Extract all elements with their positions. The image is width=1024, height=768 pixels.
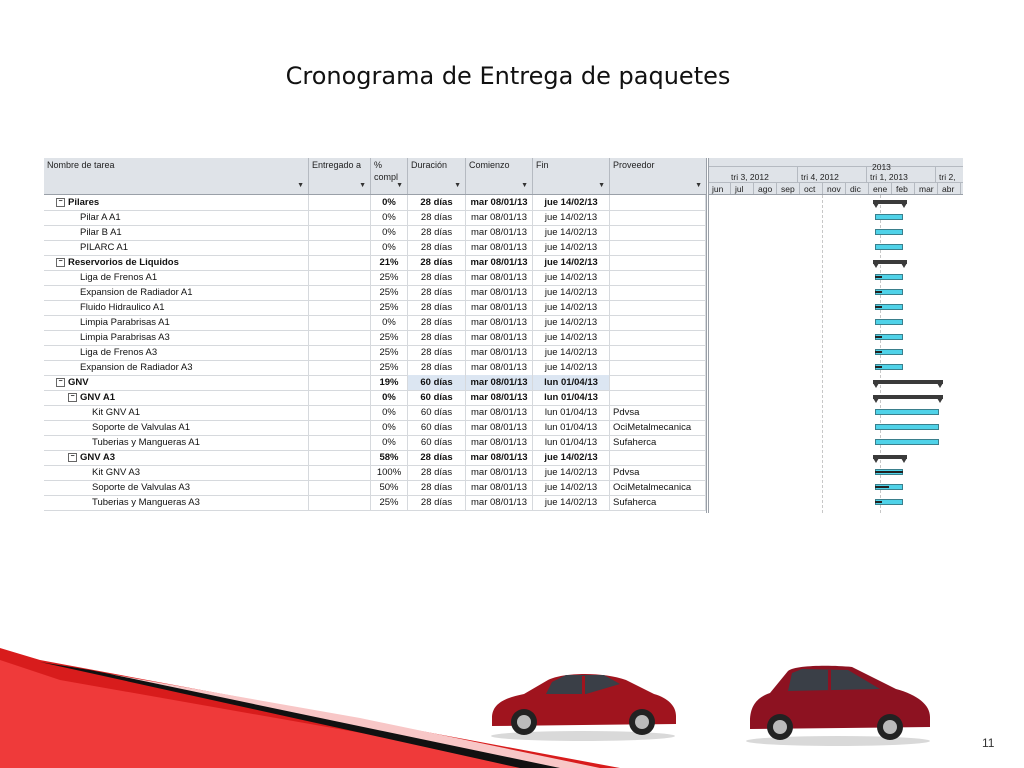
pct-cell[interactable]: 21% (371, 255, 408, 270)
assigned-cell[interactable] (309, 480, 371, 495)
task-name-cell[interactable] (44, 210, 309, 225)
table-row[interactable] (44, 360, 706, 376)
finish-cell[interactable]: jue 14/02/13 (533, 360, 610, 375)
col-header-pct-label: % (374, 160, 383, 170)
task-name: Expansion de Radiador A1 (80, 287, 193, 298)
duration-cell[interactable]: 60 días (408, 405, 466, 420)
summary-cap-left (873, 383, 879, 388)
pct-cell[interactable]: 0% (371, 210, 408, 225)
task-bar[interactable] (875, 439, 939, 445)
duration-cell[interactable]: 28 días (408, 255, 466, 270)
task-name: Expansion de Radiador A3 (80, 362, 193, 373)
table-row[interactable] (44, 390, 706, 406)
timeline-month: mar (919, 184, 934, 194)
duration-cell[interactable]: 28 días (408, 450, 466, 465)
col-header-provider[interactable] (610, 158, 706, 194)
dropdown-arrow-icon[interactable]: ▼ (521, 182, 528, 189)
duration-cell[interactable]: 28 días (408, 465, 466, 480)
pct-cell[interactable]: 25% (371, 495, 408, 510)
assigned-cell[interactable] (309, 390, 371, 405)
task-name-cell[interactable] (44, 375, 309, 390)
task-name: Soporte de Valvulas A1 (92, 422, 191, 433)
provider-cell[interactable] (610, 315, 706, 330)
assigned-cell[interactable] (309, 210, 371, 225)
table-row[interactable] (44, 225, 706, 241)
col-header-assigned[interactable] (309, 158, 371, 194)
progress-bar (875, 291, 882, 293)
summary-cap-left (873, 203, 879, 208)
progress-bar (875, 306, 882, 308)
duration-cell[interactable]: 60 días (408, 375, 466, 390)
summary-cap-left (873, 398, 879, 403)
start-cell[interactable]: mar 08/01/13 (466, 285, 533, 300)
timeline-month: nov (827, 184, 841, 194)
duration-cell[interactable]: 28 días (408, 345, 466, 360)
collapse-toggle-icon[interactable]: − (56, 378, 65, 387)
pct-cell[interactable]: 25% (371, 330, 408, 345)
table-row[interactable] (44, 315, 706, 331)
finish-cell[interactable]: jue 14/02/13 (533, 285, 610, 300)
duration-cell[interactable]: 28 días (408, 495, 466, 510)
start-cell[interactable]: mar 08/01/13 (466, 465, 533, 480)
table-row[interactable] (44, 300, 706, 316)
start-cell[interactable]: mar 08/01/13 (466, 360, 533, 375)
assigned-cell[interactable] (309, 225, 371, 240)
gantt-chart (708, 158, 963, 513)
provider-cell[interactable] (610, 195, 706, 210)
task-name-cell[interactable] (44, 345, 309, 360)
dropdown-arrow-icon[interactable]: ▼ (598, 182, 605, 189)
pct-cell[interactable]: 58% (371, 450, 408, 465)
task-name: Fluido Hidraulico A1 (80, 302, 165, 313)
task-name-cell[interactable] (44, 360, 309, 375)
summary-bar[interactable] (873, 395, 943, 399)
finish-cell[interactable]: jue 14/02/13 (533, 300, 610, 315)
timeline-month: sep (781, 184, 795, 194)
task-name: GNV A1 (80, 392, 116, 403)
task-name: PILARC A1 (80, 242, 129, 253)
table-row[interactable] (44, 450, 706, 466)
col-header-duration[interactable] (408, 158, 466, 194)
pct-cell[interactable]: 0% (371, 390, 408, 405)
task-name: Limpia Parabrisas A1 (80, 317, 170, 328)
finish-cell[interactable]: jue 14/02/13 (533, 225, 610, 240)
provider-cell[interactable] (610, 240, 706, 255)
task-name: Pilar A A1 (80, 212, 121, 223)
col-header-start-label: Comienzo (469, 160, 510, 170)
duration-cell[interactable]: 28 días (408, 210, 466, 225)
finish-cell[interactable]: jue 14/02/13 (533, 495, 610, 510)
progress-bar (875, 276, 882, 278)
assigned-cell[interactable] (309, 435, 371, 450)
provider-cell[interactable] (610, 225, 706, 240)
task-name: GNV (68, 377, 89, 388)
task-name-cell[interactable] (44, 195, 309, 210)
summary-cap-left (873, 458, 879, 463)
start-cell[interactable]: mar 08/01/13 (466, 435, 533, 450)
slide-title: Cronograma de Entrega de paquetes (285, 62, 731, 90)
pct-cell[interactable]: 25% (371, 285, 408, 300)
pct-cell[interactable]: 25% (371, 270, 408, 285)
table-row[interactable] (44, 465, 706, 481)
assigned-cell[interactable] (309, 360, 371, 375)
col-header-finish-label: Fin (536, 160, 549, 170)
summary-cap-right (901, 203, 907, 208)
timeline-month: oct (804, 184, 816, 194)
task-name: Liga de Frenos A1 (80, 272, 158, 283)
task-name: Liga de Frenos A3 (80, 347, 158, 358)
assigned-cell[interactable] (309, 375, 371, 390)
summary-cap-left (873, 263, 879, 268)
start-cell[interactable]: mar 08/01/13 (466, 450, 533, 465)
task-name: Tuberias y Mangueras A3 (92, 497, 200, 508)
task-bar[interactable] (875, 409, 939, 415)
col-header-duration-label: Duración (411, 160, 448, 170)
task-bar[interactable] (875, 424, 939, 430)
collapse-toggle-icon[interactable]: − (56, 258, 65, 267)
start-cell[interactable]: mar 08/01/13 (466, 375, 533, 390)
finish-cell[interactable]: jue 14/02/13 (533, 255, 610, 270)
assigned-cell[interactable] (309, 495, 371, 510)
finish-cell[interactable]: jue 14/02/13 (533, 210, 610, 225)
assigned-cell[interactable] (309, 405, 371, 420)
gantt-body (709, 195, 963, 513)
progress-bar (875, 486, 889, 488)
start-cell[interactable]: mar 08/01/13 (466, 270, 533, 285)
timeline-quarter: tri 4, 2012 (801, 172, 839, 182)
assigned-cell[interactable] (309, 240, 371, 255)
col-header-assigned-label: Entregado a (312, 160, 362, 170)
task-name-cell[interactable] (44, 495, 309, 510)
pct-cell[interactable]: 50% (371, 480, 408, 495)
task-name: Pilares (68, 197, 100, 208)
provider-cell[interactable]: OciMetalmecanica (610, 420, 706, 435)
collapse-toggle-icon[interactable]: − (68, 393, 77, 402)
task-name-cell[interactable] (44, 330, 309, 345)
table-row[interactable] (44, 270, 706, 286)
task-name-cell[interactable] (44, 300, 309, 315)
dropdown-arrow-icon[interactable]: ▼ (396, 182, 403, 189)
task-name-cell[interactable] (44, 225, 309, 240)
task-name: Reservorios de Liquidos (68, 257, 179, 268)
table-row[interactable] (44, 210, 706, 226)
finish-cell[interactable]: jue 14/02/13 (533, 330, 610, 345)
task-name: Kit GNV A1 (92, 407, 141, 418)
finish-cell[interactable]: jue 14/02/13 (533, 195, 610, 210)
finish-cell[interactable]: lun 01/04/13 (533, 435, 610, 450)
task-bar[interactable] (875, 214, 903, 220)
pct-cell[interactable]: 0% (371, 225, 408, 240)
col-header-name[interactable] (44, 158, 309, 194)
col-header-start[interactable] (466, 158, 533, 194)
provider-cell[interactable] (610, 390, 706, 405)
timeline-quarter: tri 1, 2013 (870, 172, 908, 182)
provider-cell[interactable] (610, 270, 706, 285)
summary-bar[interactable] (873, 380, 943, 384)
summary-cap-right (901, 263, 907, 268)
duration-cell[interactable]: 28 días (408, 225, 466, 240)
table-row[interactable] (44, 195, 706, 211)
assigned-cell[interactable] (309, 285, 371, 300)
provider-cell[interactable] (610, 210, 706, 225)
provider-cell[interactable] (610, 330, 706, 345)
assigned-cell[interactable] (309, 315, 371, 330)
duration-cell[interactable]: 60 días (408, 390, 466, 405)
finish-cell[interactable]: jue 14/02/13 (533, 480, 610, 495)
progress-bar (875, 471, 903, 473)
progress-bar (875, 336, 882, 338)
task-name: Soporte de Valvulas A3 (92, 482, 191, 493)
assigned-cell[interactable] (309, 195, 371, 210)
summary-cap-right (937, 398, 943, 403)
dropdown-arrow-icon[interactable]: ▼ (359, 182, 366, 189)
start-cell[interactable]: mar 08/01/13 (466, 390, 533, 405)
table-row[interactable] (44, 330, 706, 346)
assigned-cell[interactable] (309, 270, 371, 285)
task-name: GNV A3 (80, 452, 116, 463)
finish-cell[interactable]: lun 01/04/13 (533, 390, 610, 405)
finish-cell[interactable]: jue 14/02/13 (533, 450, 610, 465)
provider-cell[interactable] (610, 450, 706, 465)
task-name-cell[interactable] (44, 435, 309, 450)
provider-cell[interactable] (610, 360, 706, 375)
task-name-cell[interactable] (44, 315, 309, 330)
task-name-cell[interactable] (44, 405, 309, 420)
col-header-finish[interactable] (533, 158, 610, 194)
pct-cell[interactable]: 100% (371, 465, 408, 480)
provider-cell[interactable] (610, 375, 706, 390)
finish-cell[interactable]: jue 14/02/13 (533, 270, 610, 285)
col-header-provider-label: Proveedor (613, 160, 655, 170)
task-bar[interactable] (875, 319, 903, 325)
pct-cell[interactable]: 25% (371, 360, 408, 375)
gantt-header (709, 158, 963, 195)
start-cell[interactable]: mar 08/01/13 (466, 300, 533, 315)
task-name-cell[interactable] (44, 450, 309, 465)
pct-cell[interactable]: 0% (371, 435, 408, 450)
duration-cell[interactable]: 28 días (408, 195, 466, 210)
start-cell[interactable]: mar 08/01/13 (466, 345, 533, 360)
timeline-month: feb (896, 184, 908, 194)
start-cell[interactable]: mar 08/01/13 (466, 210, 533, 225)
duration-cell[interactable]: 28 días (408, 300, 466, 315)
col-header-name-label: Nombre de tarea (47, 160, 115, 170)
timeline-quarter: tri 3, 2012 (731, 172, 769, 182)
hatchback-car-image (740, 655, 936, 747)
dropdown-arrow-icon[interactable]: ▼ (297, 182, 304, 189)
duration-cell[interactable]: 28 días (408, 315, 466, 330)
task-name-cell[interactable] (44, 240, 309, 255)
pct-cell[interactable]: 0% (371, 420, 408, 435)
task-name-cell[interactable] (44, 285, 309, 300)
pct-cell[interactable]: 0% (371, 405, 408, 420)
provider-cell[interactable]: OciMetalmecanica (610, 480, 706, 495)
finish-cell[interactable]: jue 14/02/13 (533, 465, 610, 480)
provider-cell[interactable] (610, 300, 706, 315)
start-cell[interactable]: mar 08/01/13 (466, 195, 533, 210)
table-row[interactable] (44, 420, 706, 436)
task-name: Limpia Parabrisas A3 (80, 332, 170, 343)
timeline-month: ago (758, 184, 773, 194)
provider-cell[interactable] (610, 255, 706, 270)
assigned-cell[interactable] (309, 420, 371, 435)
start-cell[interactable]: mar 08/01/13 (466, 495, 533, 510)
sedan-car-image (486, 660, 680, 744)
start-cell[interactable]: mar 08/01/13 (466, 330, 533, 345)
timeline-year: 2013 (872, 162, 891, 172)
table-row[interactable] (44, 480, 706, 496)
table-row[interactable] (44, 345, 706, 361)
table-row[interactable] (44, 255, 706, 271)
pct-cell[interactable]: 25% (371, 345, 408, 360)
gridline (822, 195, 823, 513)
duration-cell[interactable]: 28 días (408, 240, 466, 255)
collapse-toggle-icon[interactable]: − (56, 198, 65, 207)
finish-cell[interactable]: jue 14/02/13 (533, 315, 610, 330)
task-name: Kit GNV A3 (92, 467, 141, 478)
duration-cell[interactable]: 28 días (408, 270, 466, 285)
duration-cell[interactable]: 28 días (408, 480, 466, 495)
col-header-pct[interactable] (371, 158, 408, 194)
duration-cell[interactable]: 28 días (408, 330, 466, 345)
pct-cell[interactable]: 0% (371, 315, 408, 330)
provider-cell[interactable]: Pdvsa (610, 465, 706, 480)
provider-cell[interactable]: Sufaherca (610, 435, 706, 450)
assigned-cell[interactable] (309, 255, 371, 270)
duration-cell[interactable]: 60 días (408, 435, 466, 450)
start-cell[interactable]: mar 08/01/13 (466, 420, 533, 435)
finish-cell[interactable]: lun 01/04/13 (533, 405, 610, 420)
table-row[interactable] (44, 375, 706, 391)
assigned-cell[interactable] (309, 330, 371, 345)
progress-bar (875, 351, 882, 353)
task-name-cell[interactable] (44, 270, 309, 285)
pct-cell[interactable]: 19% (371, 375, 408, 390)
duration-cell[interactable]: 28 días (408, 285, 466, 300)
assigned-cell[interactable] (309, 300, 371, 315)
task-name-cell[interactable] (44, 480, 309, 495)
start-cell[interactable]: mar 08/01/13 (466, 405, 533, 420)
task-name-cell[interactable] (44, 420, 309, 435)
task-bar[interactable] (875, 229, 903, 235)
summary-cap-right (937, 383, 943, 388)
timeline-month: dic (850, 184, 861, 194)
duration-cell[interactable]: 28 días (408, 360, 466, 375)
timeline-month: abr (942, 184, 955, 194)
assigned-cell[interactable] (309, 465, 371, 480)
timeline-month: ene (873, 184, 888, 194)
timeline-quarter: tri 2, (939, 172, 956, 182)
table-row[interactable] (44, 435, 706, 451)
dropdown-arrow-icon[interactable]: ▼ (695, 182, 702, 189)
task-name-cell[interactable] (44, 390, 309, 405)
progress-bar (875, 366, 882, 368)
assigned-cell[interactable] (309, 345, 371, 360)
finish-cell[interactable]: lun 01/04/13 (533, 420, 610, 435)
finish-cell[interactable]: jue 14/02/13 (533, 345, 610, 360)
collapse-toggle-icon[interactable]: − (68, 453, 77, 462)
finish-cell[interactable]: lun 01/04/13 (533, 375, 610, 390)
summary-cap-right (901, 458, 907, 463)
assigned-cell[interactable] (309, 450, 371, 465)
start-cell[interactable]: mar 08/01/13 (466, 480, 533, 495)
dropdown-arrow-icon[interactable]: ▼ (454, 182, 461, 189)
table-row[interactable] (44, 495, 706, 511)
duration-cell[interactable]: 60 días (408, 420, 466, 435)
task-name-cell[interactable] (44, 255, 309, 270)
finish-cell[interactable]: jue 14/02/13 (533, 240, 610, 255)
col-header-pct-label-2: compl (374, 172, 399, 182)
start-cell[interactable]: mar 08/01/13 (466, 225, 533, 240)
progress-bar (875, 501, 882, 503)
grid-header (44, 158, 706, 195)
table-row[interactable] (44, 285, 706, 301)
table-row[interactable] (44, 240, 706, 256)
task-grid (44, 158, 707, 513)
table-row[interactable] (44, 405, 706, 421)
timeline-month: jul (735, 184, 744, 194)
page-number: 11 (982, 736, 995, 750)
provider-cell[interactable] (610, 285, 706, 300)
task-name: Tuberias y Mangueras A1 (92, 437, 200, 448)
pct-cell[interactable]: 25% (371, 300, 408, 315)
provider-cell[interactable]: Sufaherca (610, 495, 706, 510)
provider-cell[interactable] (610, 345, 706, 360)
pct-cell[interactable]: 0% (371, 240, 408, 255)
start-cell[interactable]: mar 08/01/13 (466, 315, 533, 330)
timeline-month: jun (712, 184, 724, 194)
provider-cell[interactable]: Pdvsa (610, 405, 706, 420)
task-name: Pilar B A1 (80, 227, 122, 238)
start-cell[interactable]: mar 08/01/13 (466, 255, 533, 270)
start-cell[interactable]: mar 08/01/13 (466, 240, 533, 255)
task-name-cell[interactable] (44, 465, 309, 480)
pct-cell[interactable]: 0% (371, 195, 408, 210)
task-bar[interactable] (875, 244, 903, 250)
